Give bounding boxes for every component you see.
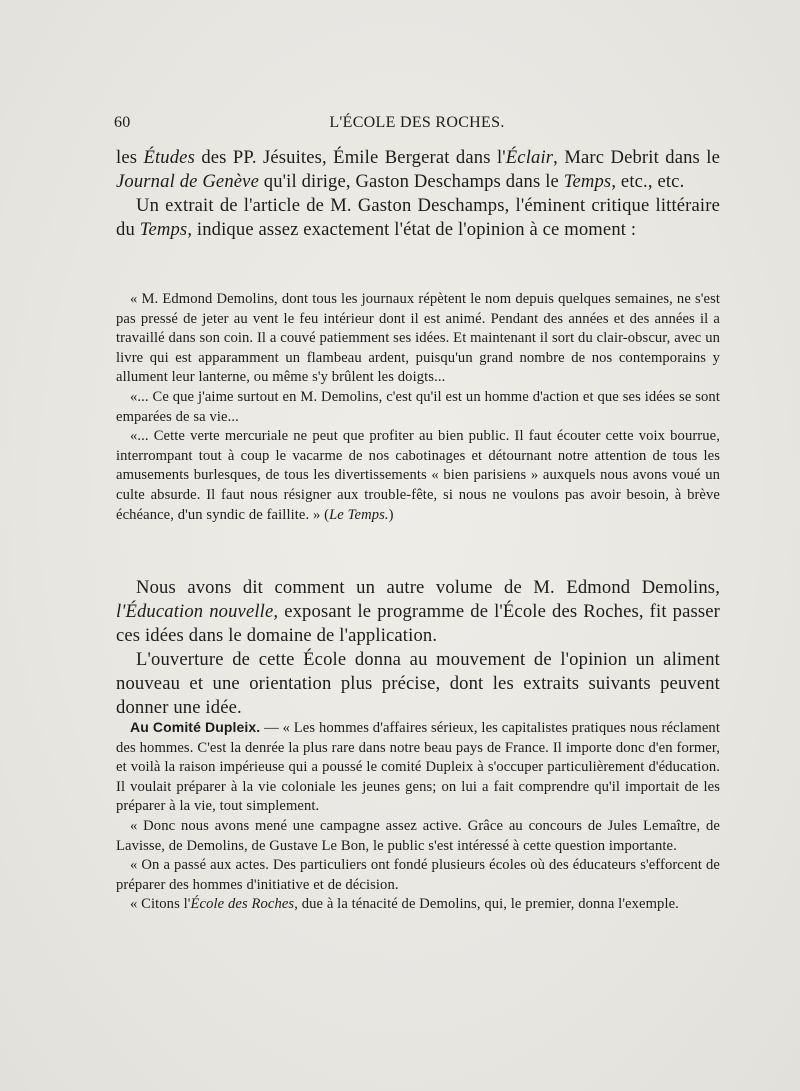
dupleix-heading: Au Comité Dupleix. — [130, 719, 261, 735]
dupleix-paragraph-1: Au Comité Dupleix. — « Les hommes d'affaires sérieux, les capitalistes pratiques nous réclament des hommes. C'est la denrée la plus rare dans notre beau pays de France. Il importe donc d'en former, et voilà la raison impérieuse qui a poussé le comité Dupleix à s'occuper particulièrement d'éducation. Il voulait préparer à la vie coloniale les jeunes gens; on lui a fait comprendre qu'il importait de les préparer à la vie, tout simplement. — [116, 719, 720, 815]
page-number: 60 — [114, 114, 131, 131]
middle-paragraph-2: L'ouverture de cette École donna au mouvement de l'opinion un aliment nouveau et une orientation plus précise, dont les extraits suivants peuvent donner une idée. — [116, 649, 720, 718]
middle-section — [116, 576, 720, 720]
dupleix-paragraph-3: « On a passé aux actes. Des particuliers ont fondé plusieurs écoles où des éducateurs s'efforcent de préparer des hommes d'initiative et de décision. — [116, 857, 720, 893]
quote-paragraph-3: «... Cette verte mercuriale ne peut que profiter au bien public. Il faut écouter cette voix bourrue, interrompant tout à coup le vacarme de nos cabotinages et détournant notre attention de tous les amusements burlesques, de tous les divertissements « bien parisiens » auxquels nous avons voué un culte absurde. Il faut nous résigner aux trouble-fête, si nous ne voulons pas avoir besoin, à brève échéance, d'un syndic de faillite. » (Le Temps.) — [116, 428, 720, 523]
quote-le-temps — [116, 290, 720, 525]
intro-section — [116, 146, 720, 242]
dupleix-paragraph-2: « Donc nous avons mené une campagne assez active. Grâce au concours de Jules Lemaître, de Lavisse, de Demolins, de Gustave Le Bon, le public s'est intéressé à cette question importante. — [116, 817, 720, 854]
intro-paragraph-1: les Études des PP. Jésuites, Émile Bergerat dans l'Éclair, Marc Debrit dans le Journal de Genève qu'il dirige, Gaston Deschamps dans le Temps, etc., etc. — [116, 147, 721, 192]
page-header — [114, 114, 720, 134]
quote-paragraph-1: « M. Edmond Demolins, dont tous les journaux répètent le nom depuis quelques semaines, ne s'est pas pressé de jeter au vent le feu intérieur dont il est animé. Pendant des années et des années il a travaillé dans son coin. Il a couvé patiemment ses idées. Et maintenant il sort du clair-obscur, avec un livre qui est apparamment un flambeau ardent, puisqu'un grand nombre de nos contemporains y allument leur lanterne, ou même s'y brûlent les doigts... — [116, 291, 720, 386]
intro-paragraph-2: Un extrait de l'article de M. Gaston Deschamps, l'éminent critique littéraire du Temps, indique assez exactement l'état de l'opinion à ce moment : — [116, 195, 720, 240]
middle-paragraph-1: Nous avons dit comment un autre volume de M. Edmond Demolins, l'Éducation nouvelle, exposant le programme de l'École des Roches, fit passer ces idées dans le domaine de l'application. — [116, 577, 720, 646]
dupleix-paragraph-4: « Citons l'École des Roches, due à la ténacité de Demolins, qui, le premier, donna l'exemple. — [130, 896, 679, 913]
running-title: L'ÉCOLE DES ROCHES. — [329, 114, 505, 131]
quote-comite-dupleix — [116, 718, 720, 915]
quote-paragraph-2: «... Ce que j'aime surtout en M. Demolins, c'est qu'il est un homme d'action et que ses idées se sont emparées de sa vie... — [116, 388, 720, 425]
